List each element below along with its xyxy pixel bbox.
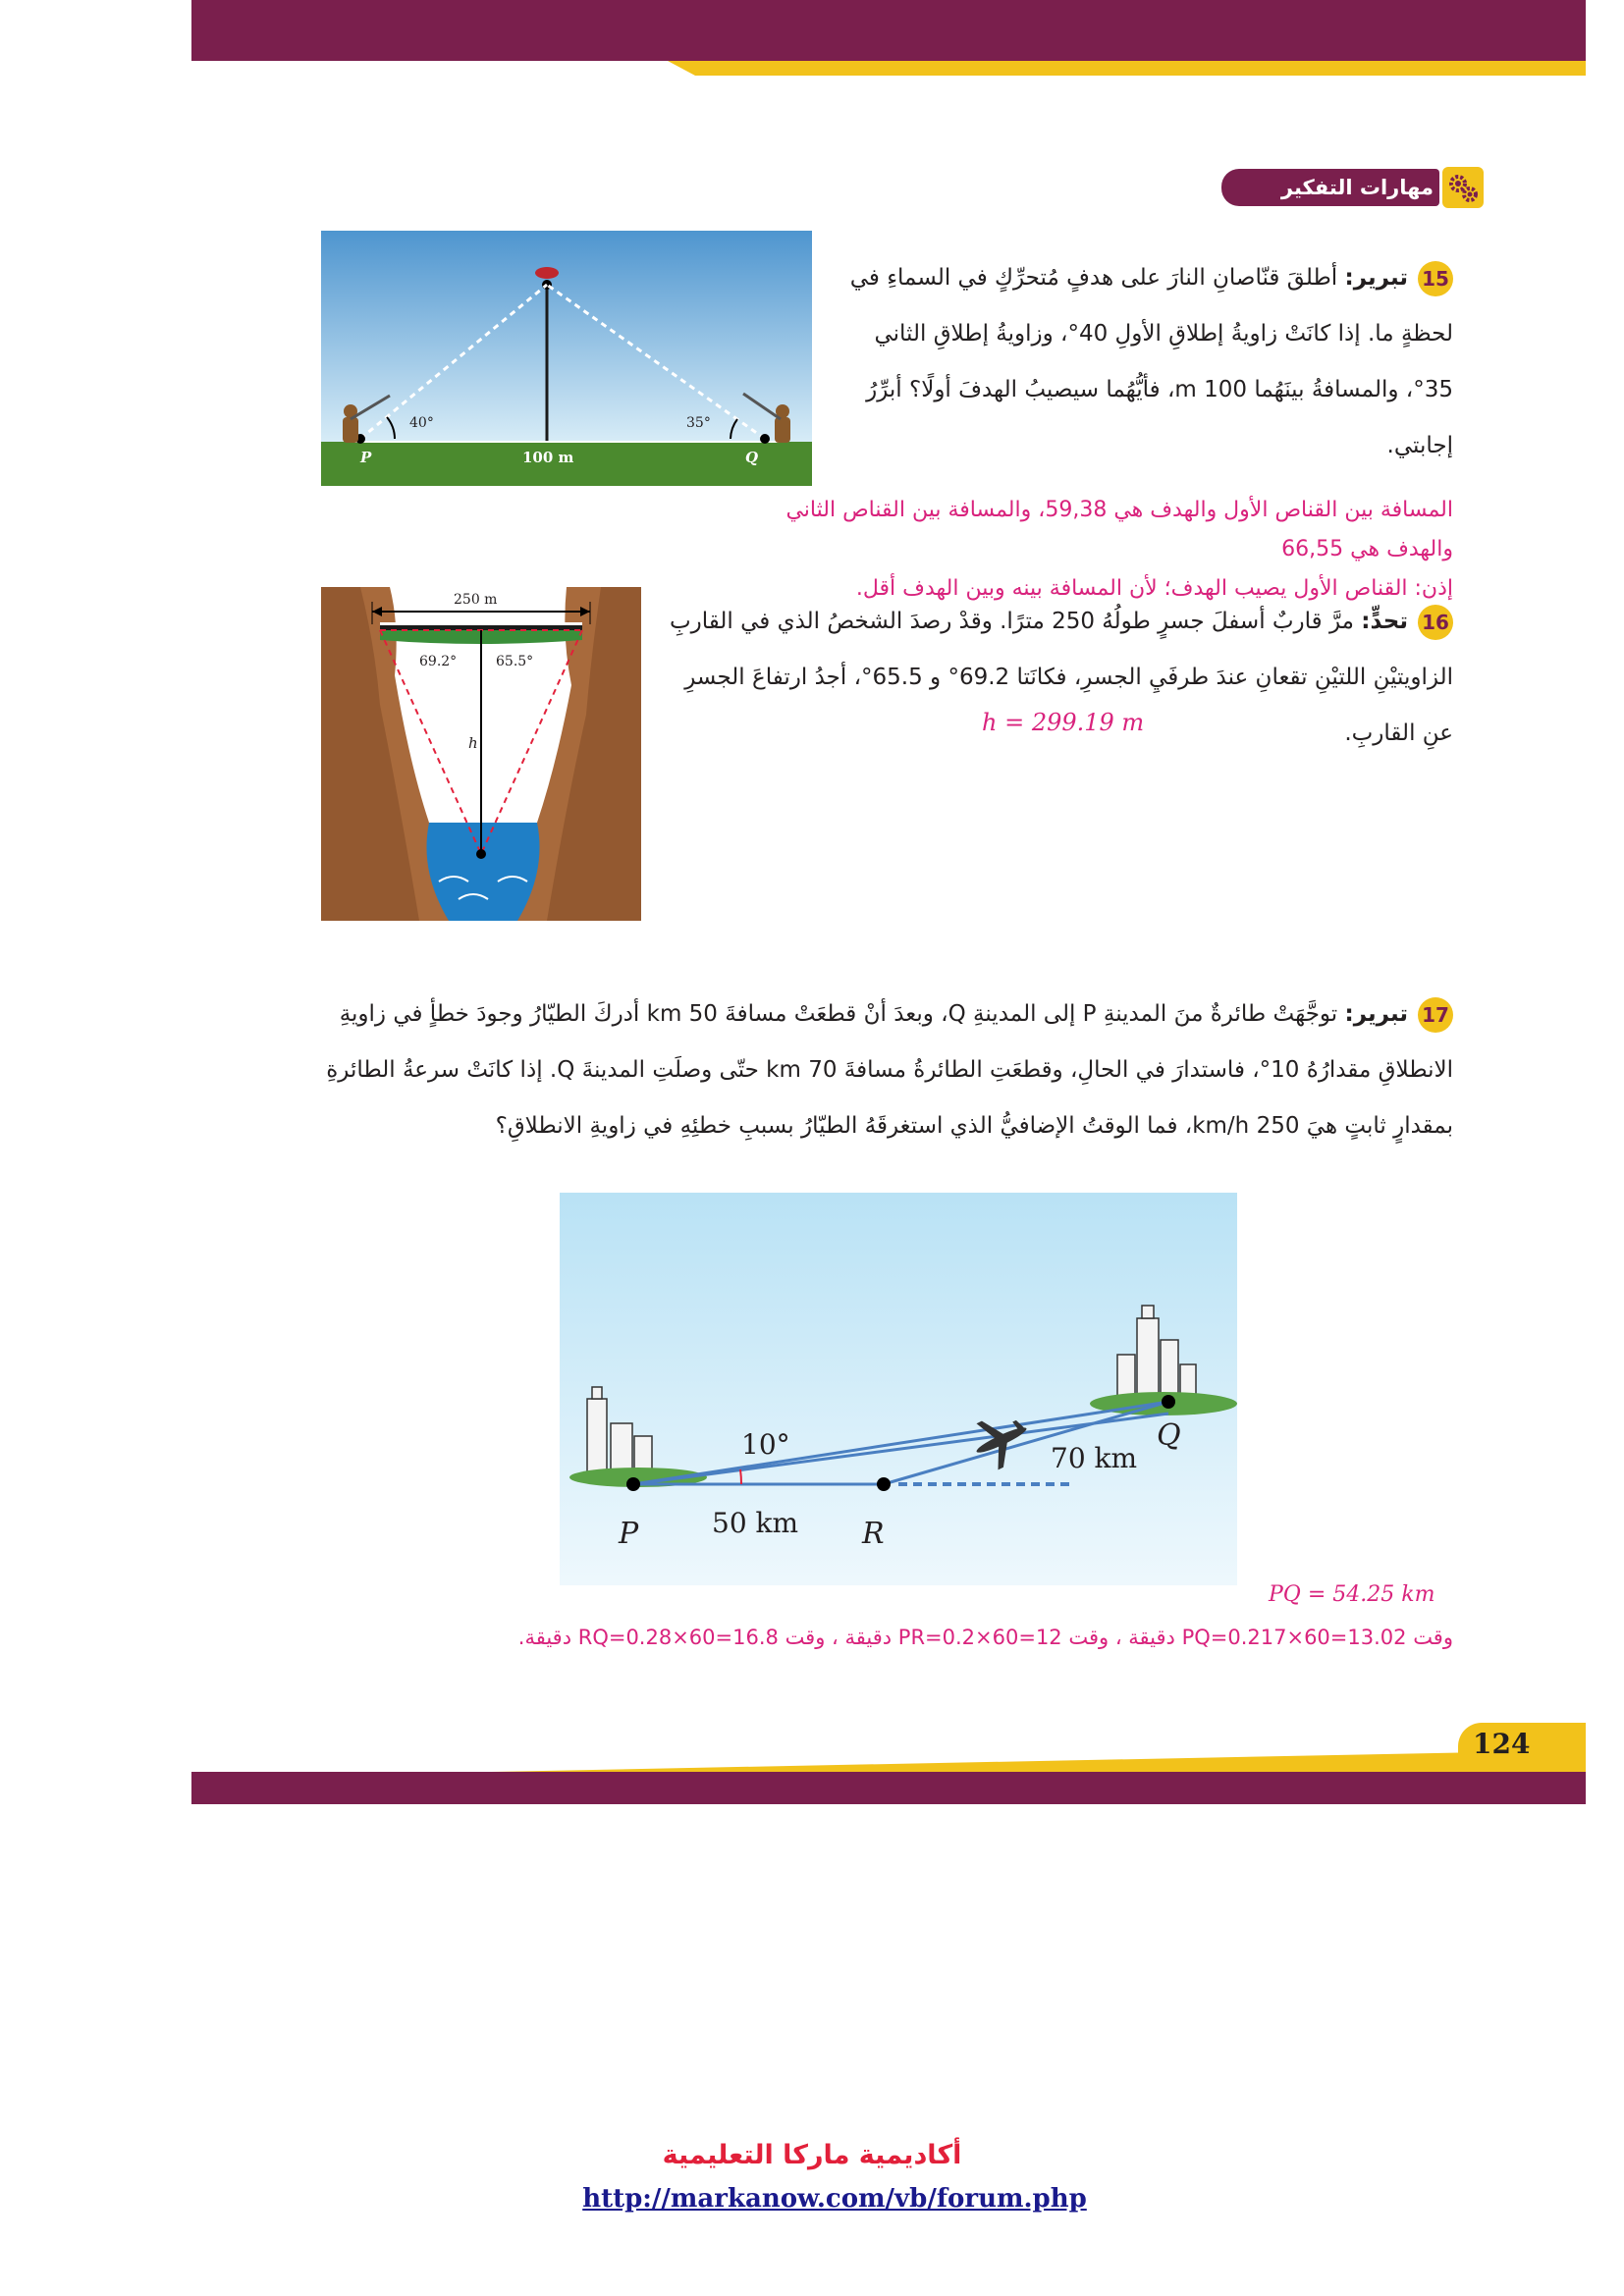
angle-label: 10°: [741, 1428, 790, 1461]
distance-label: 100 m: [522, 449, 574, 466]
footer-band: [191, 1772, 1586, 1804]
angle-q-label: 35°: [686, 415, 711, 431]
distance-pr-label: 50 km: [712, 1507, 799, 1539]
header-band: [191, 0, 1586, 61]
answer-line-1: المسافة بين القناص الأول والهدف هي 59,38، والمسافة بين القناص الثاني والهدف هي 66,55: [785, 498, 1453, 561]
answer-15: [766, 491, 1453, 609]
problem-keyword: تحدٍّ:: [1361, 609, 1408, 634]
gears-icon: [1442, 167, 1484, 208]
problem-number: 17: [1418, 997, 1453, 1033]
answer-17-line-2: وقت PQ=0.217×60=13.02 دقيقة ، وقت PR=0.2×60=12 دقيقة ، وقت RQ=0.28×60=16.8 دقيقة.: [517, 1626, 1453, 1649]
height-label: h: [468, 734, 478, 752]
point-p-label: P: [360, 449, 372, 466]
page-number: 124: [1473, 1728, 1531, 1760]
problem-text: أطلقَ قنّاصانِ النارَ على هدفٍ مُتحرِّكٍ في السماءِ في لحظةٍ ما. إذا كانَتْ زاويةُ إطلاقِ الأولِ 40°، وزاويةُ إطلاقِ الثاني 35°، والمسافةُ بينَهُما 100 m، فأيُّهُما سيصيبُ الهدفَ أولًا؟ أبرِّرُ إجابتي.: [849, 265, 1453, 458]
angle-p-label: 40°: [409, 415, 434, 431]
problem-text: توجَّهَتْ طائرةٌ منَ المدينةِ P إلى المدينةِ Q، وبعدَ أنْ قطعَتْ مسافةَ 50 km أدركَ الطيّارُ وجودَ خطأٍ في زاويةِ الانطلاقِ مقدارُهُ 10°، فاستدارَ في الحالِ، وقطعَتِ الطائرةُ مسافةَ 70 km حتّى وصلَتِ المدينةَ Q. إذا كانَتْ سرعةُ الطائرةِ بمقدارٍ ثابتٍ هيَ 250 km/h، فما الوقتُ الإضافيُّ الذي استغرقَهُ الطيّارُ بسببِ خطئِهِ في زاويةِ الانطلاقِ؟: [326, 1001, 1453, 1139]
problem-15: [825, 250, 1453, 474]
point-r-label: R: [862, 1517, 885, 1551]
figure-16: [321, 587, 641, 921]
answer-17-line-1: PQ = 54.25 km: [1269, 1582, 1435, 1607]
footer-academy: أكاديمية ماركا التعليمية: [662, 2140, 962, 2170]
problem-keyword: تبرير:: [1344, 265, 1408, 291]
problem-17: [319, 987, 1453, 1154]
bridge-length-label: 250 m: [454, 592, 498, 608]
point-q-label: Q: [1157, 1418, 1181, 1453]
problem-keyword: تبرير:: [1344, 1001, 1408, 1027]
figure-17: [560, 1193, 1237, 1585]
problem-number: 15: [1418, 261, 1453, 296]
figure-15: [321, 231, 812, 486]
angle-right-label: 65.5°: [496, 654, 534, 669]
footer-accent-stripe: [491, 1750, 1586, 1772]
problem-text: مرَّ قاربٌ أسفلَ جسرٍ طولُهُ 250 مترًا. وقدْ رصدَ الشخصُ الذي في القاربِ الزاويتيْنِ اللتيْنِ تقعانِ عندَ طرفَيِ الجسرِ، فكانَتا 69.2° و 65.5°، أجدُ ارتفاعَ الجسرِ عنِ القاربِ.: [669, 609, 1453, 746]
header-accent-stripe: [668, 61, 1586, 76]
answer-16: h = 299.19 m: [982, 709, 1145, 736]
point-p-label: P: [619, 1517, 639, 1551]
problem-16: [658, 594, 1453, 762]
problem-number: 16: [1418, 605, 1453, 640]
section-title: مهارات التفكير العليا: [1280, 176, 1434, 229]
point-q-label: Q: [745, 449, 759, 466]
distance-rq-label: 70 km: [1051, 1442, 1138, 1474]
footer-link[interactable]: http://markanow.com/vb/forum.php: [582, 2184, 1087, 2214]
section-header: [1221, 167, 1487, 229]
answer-line-2: إذن: القناص الأول يصيب الهدف؛ لأن المسافة بينه وبين الهدف أقل.: [855, 576, 1453, 601]
angle-left-label: 69.2°: [419, 654, 458, 669]
